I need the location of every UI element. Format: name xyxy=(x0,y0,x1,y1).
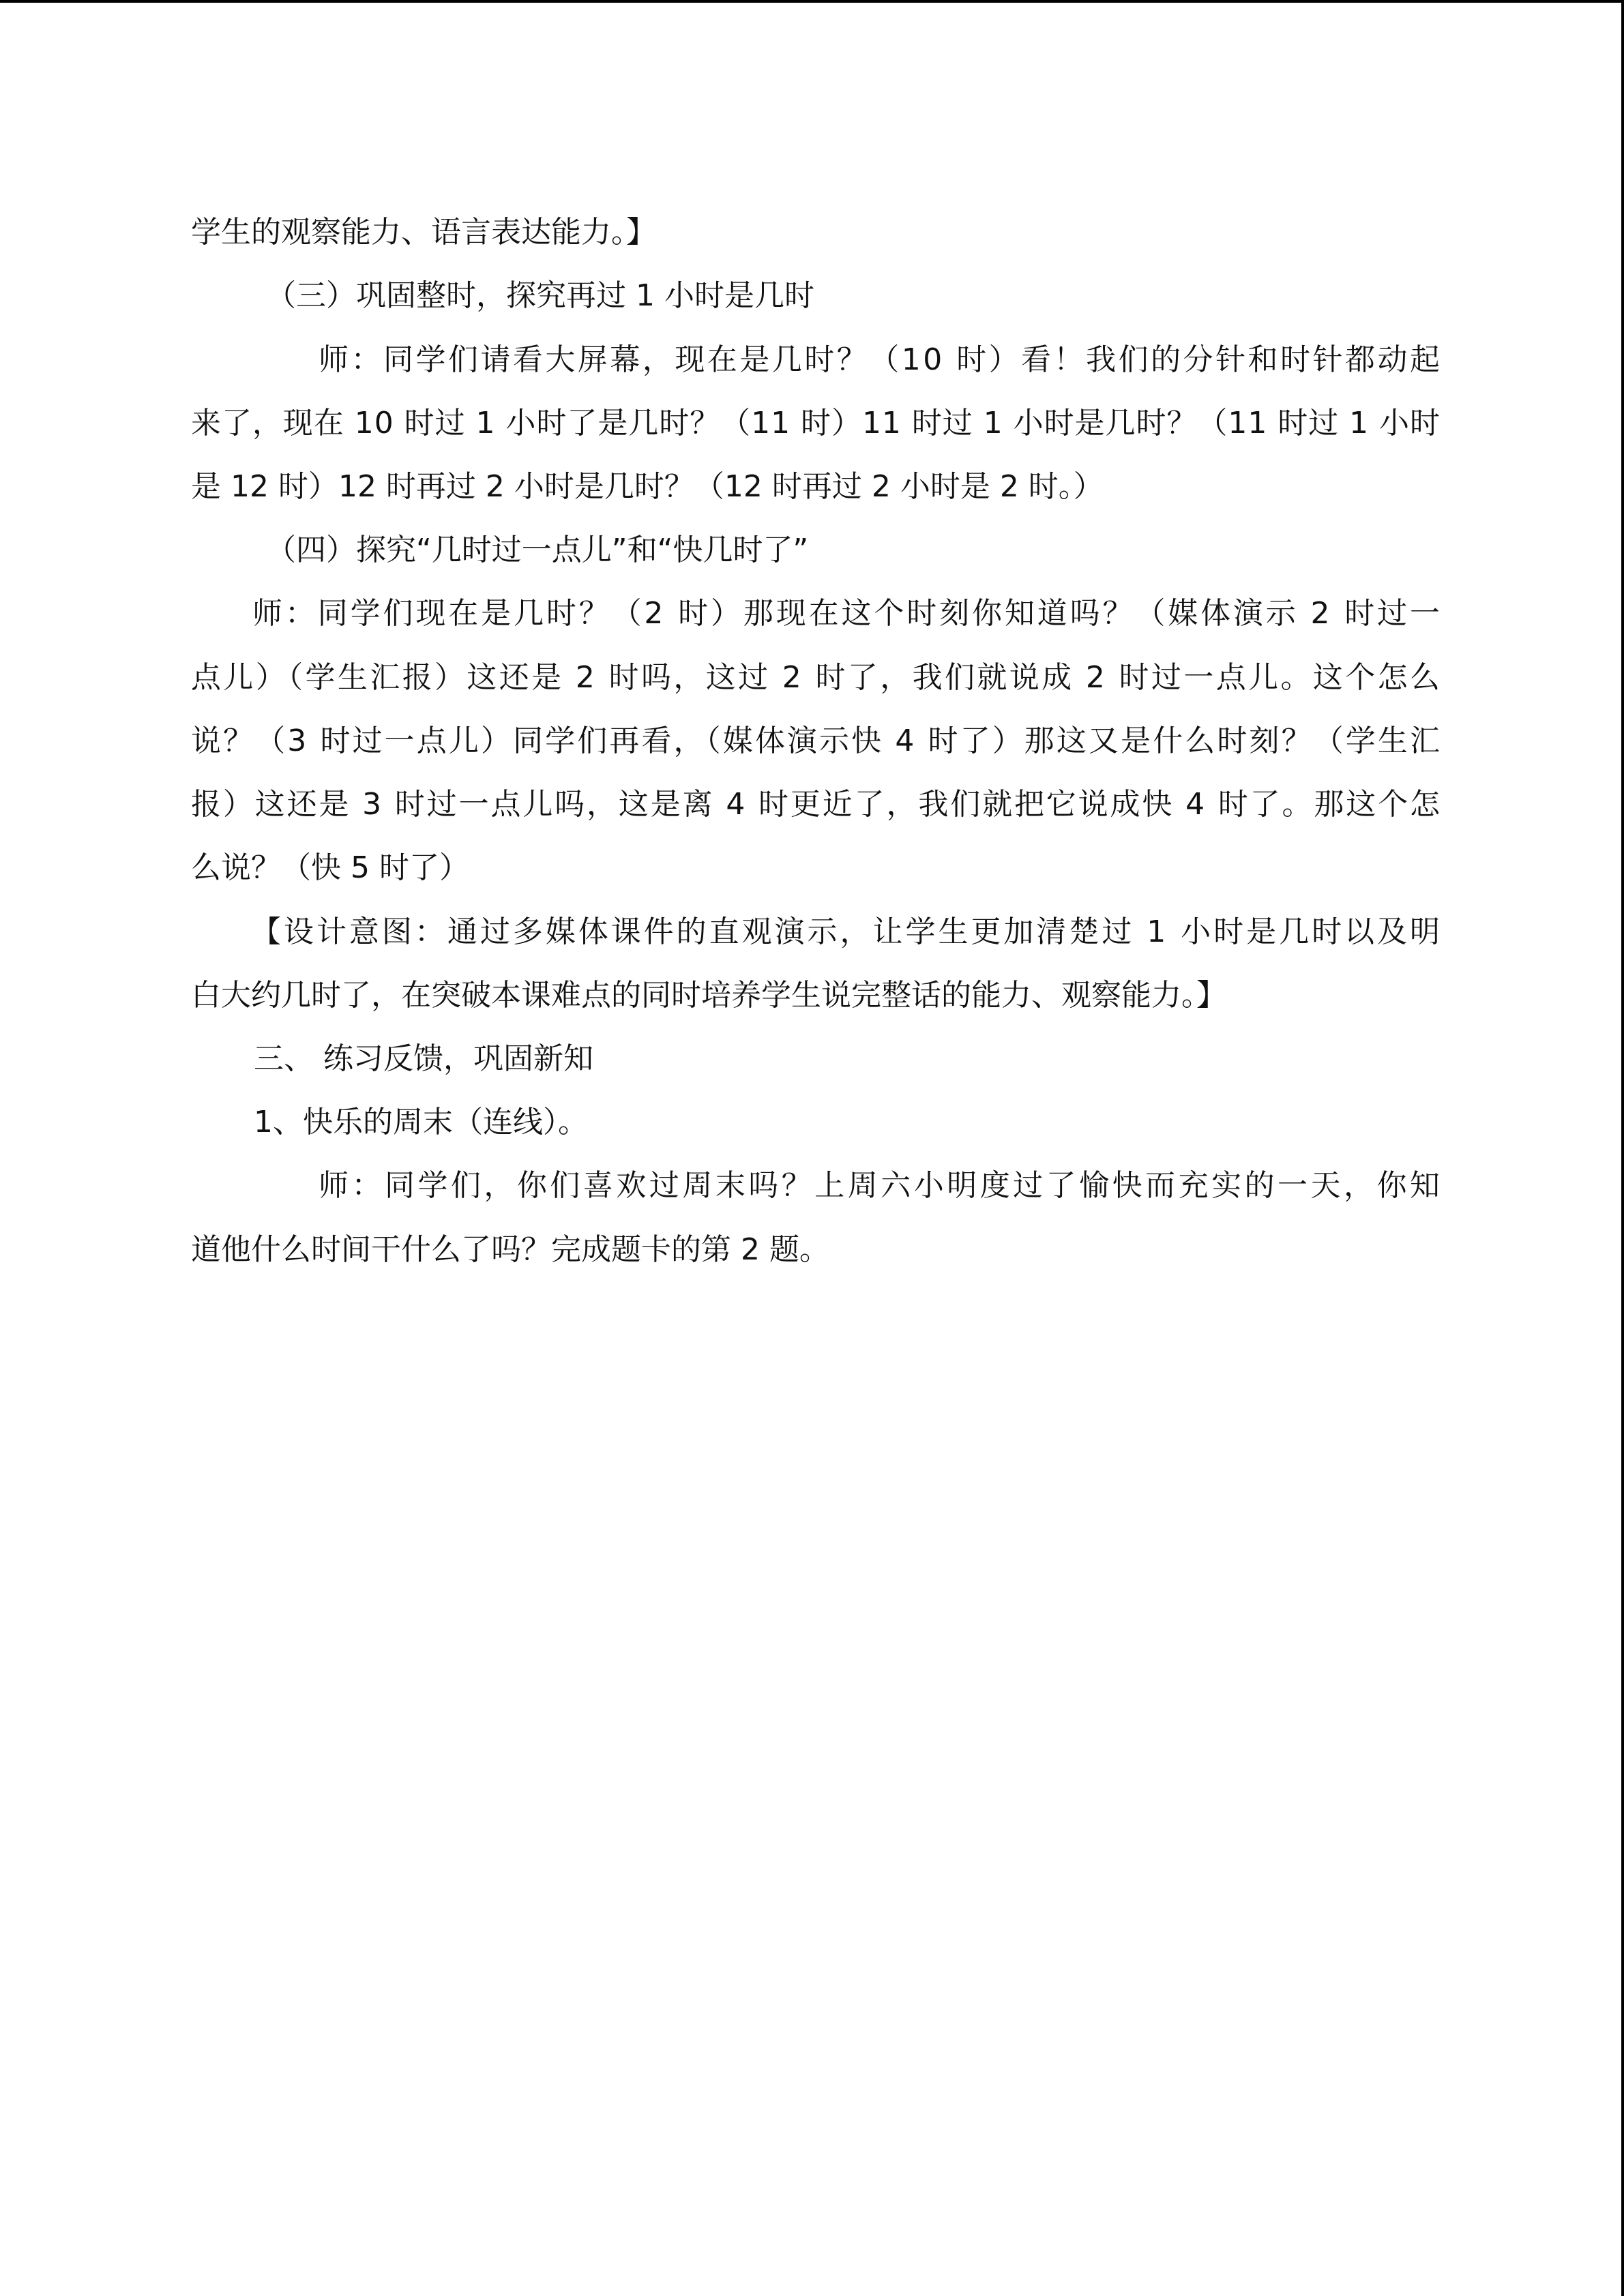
section-heading: （四）探究“几时过一点儿”和“快几时了” xyxy=(266,533,809,567)
paragraph-line: 师：同学们现在是几时？（2 时）那现在这个时刻你知道吗？（媒体演示 2 时过一 xyxy=(252,596,1443,631)
paragraph-line: 学生的观察能力、语言表达能力。】 xyxy=(191,215,656,250)
exercise-title: 1、快乐的周末（连线）。 xyxy=(254,1105,588,1139)
paragraph-line: 么说？（快 5 时了） xyxy=(191,850,469,885)
section-heading: 三、 练习反馈，巩固新知 xyxy=(254,1041,593,1076)
paragraph-line: 点儿）（学生汇报）这还是 2 时吗，这过 2 时了，我们就说成 2 时过一点儿。这个怎么 xyxy=(191,660,1443,695)
paragraph-line: 师：同学们，你们喜欢过周末吗？上周六小明度过了愉快而充实的一天，你知 xyxy=(319,1168,1443,1203)
paragraph-line: 道他什么时间干什么了吗？完成题卡的第 2 题。 xyxy=(191,1232,829,1267)
paragraph-line: 来了，现在 10 时过 1 小时了是几时？（11 时）11 时过 1 小时是几时？（11 时过 1 小时 xyxy=(191,406,1441,441)
paragraph-line: 说？（3 时过一点儿）同学们再看，（媒体演示快 4 时了）那这又是什么时刻？（学生汇 xyxy=(191,724,1443,758)
design-intent-line: 白大约几时了，在突破本课难点的同时培养学生说完整话的能力、观察能力。】 xyxy=(191,978,1226,1013)
design-intent-line: 【设计意图：通过多媒体课件的直观演示，让学生更加清楚过 1 小时是几时以及明 xyxy=(251,914,1443,949)
paragraph-line: 是 12 时）12 时再过 2 小时是几时？（12 时再过 2 小时是 2 时。） xyxy=(191,469,1104,504)
section-heading: （三）巩固整时，探究再过 1 小时是几时 xyxy=(266,278,814,313)
paragraph-line: 师：同学们请看大屏幕，现在是几时？（10 时）看！我们的分针和时针都动起 xyxy=(319,342,1443,377)
paragraph-line: 报）这还是 3 时过一点儿吗，这是离 4 时更近了，我们就把它说成快 4 时了。那这个怎 xyxy=(191,787,1442,822)
